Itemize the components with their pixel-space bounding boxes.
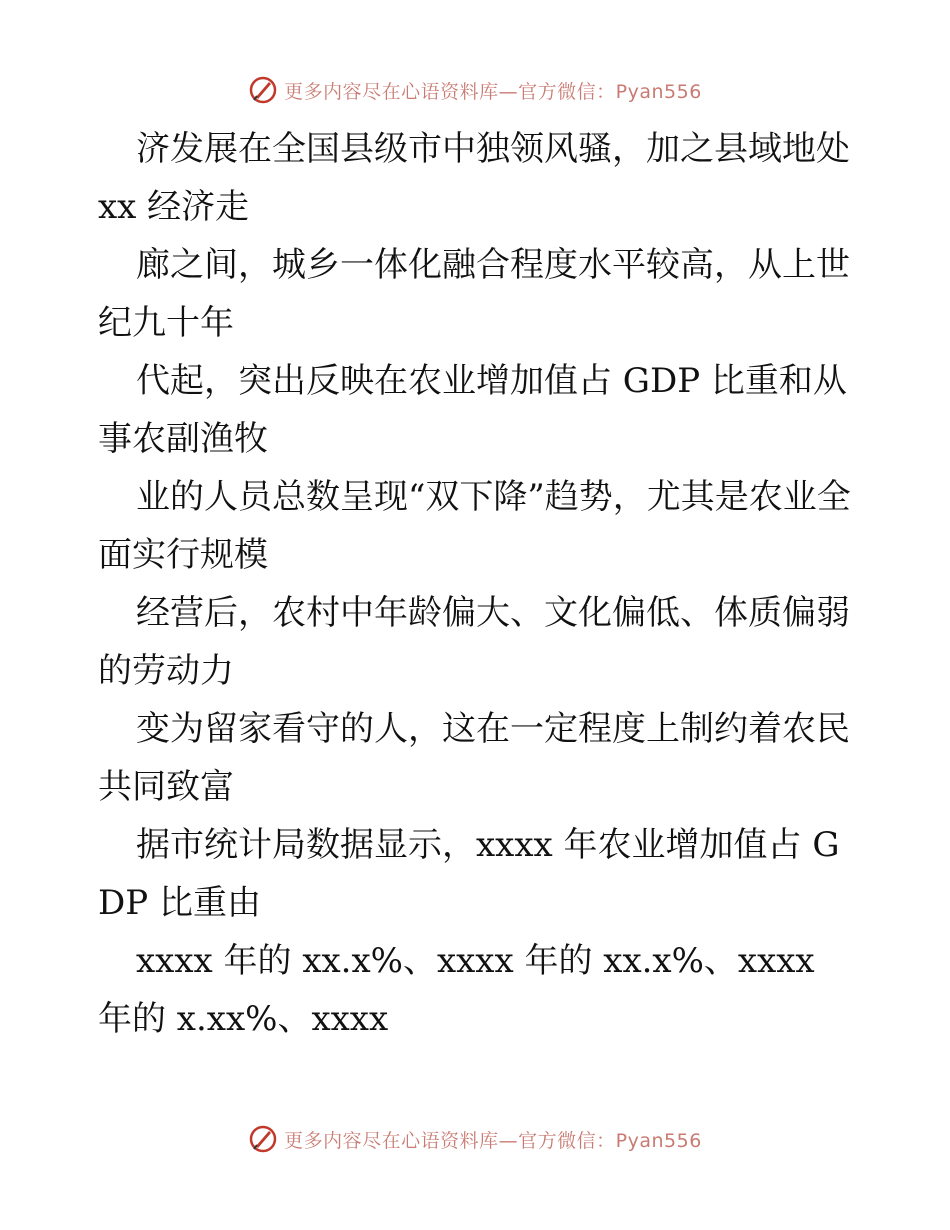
quill-pen-logo-icon (248, 75, 278, 105)
header-banner (0, 72, 950, 108)
header-banner-text: 更多内容尽在心语资料库—官方微信：Pyan556 (284, 80, 702, 103)
paragraph-8: xxxx 年的 xx.x%、xxxx 年的 xx.x%、xxxx 年的 x.xx%、xxxx (98, 941, 826, 1039)
paragraph-4: 业的人员总数呈现“双下降”趋势，尤其是农业全面实行规模 (98, 477, 851, 575)
paragraph-2: 廊之间，城乡一体化融合程度水平较高，从上世纪九十年 (98, 245, 850, 343)
paragraph-6: 变为留家看守的人，这在一定程度上制约着农民共同致富 (98, 709, 850, 807)
footer-banner-text: 更多内容尽在心语资料库—官方微信：Pyan556 (284, 1129, 702, 1152)
quill-pen-logo-icon (248, 1124, 278, 1154)
paragraph-3: 代起，突出反映在农业增加值占 GDP 比重和从事农副渔牧 (98, 361, 847, 459)
document-body (98, 120, 861, 1048)
paragraph-5: 经营后，农村中年龄偏大、文化偏低、体质偏弱的劳动力 (98, 593, 850, 691)
footer-banner (0, 1121, 950, 1157)
paragraph-7: 据市统计局数据显示，xxxx 年农业增加值占 GDP 比重由 (98, 825, 840, 923)
paragraph-1: 济发展在全国县级市中独领风骚，加之县域地处 xx 经济走 (98, 129, 861, 227)
